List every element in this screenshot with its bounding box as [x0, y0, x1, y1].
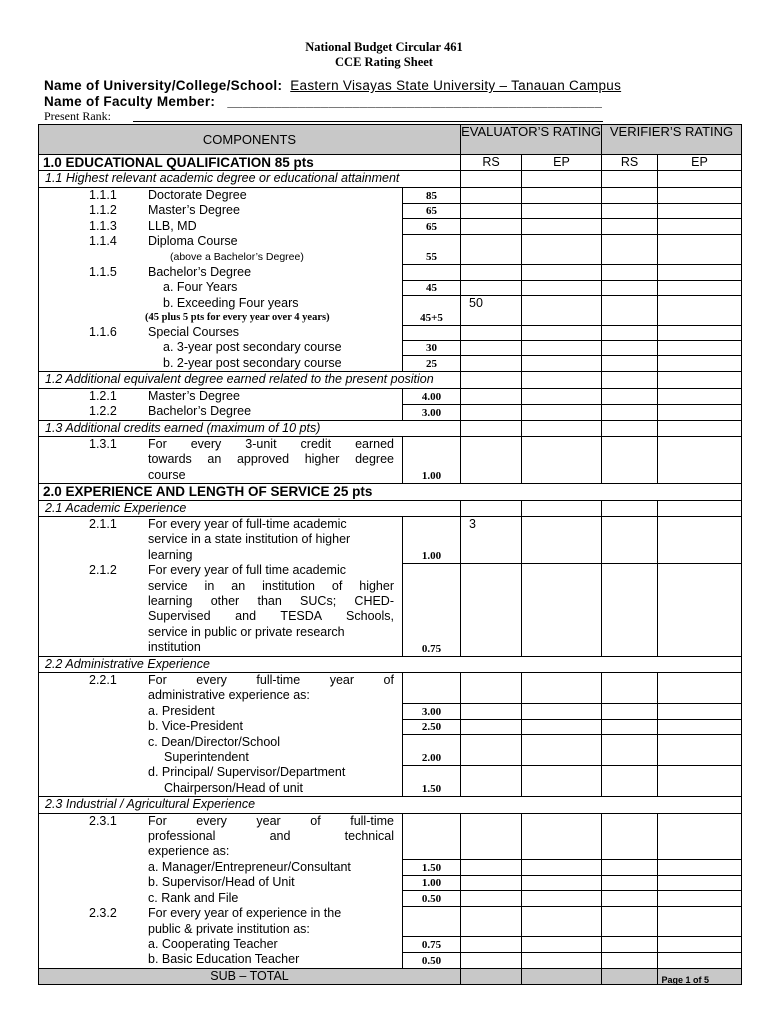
page-number: Page 1 of 5 — [661, 975, 709, 985]
points-cell: 1.00 — [403, 436, 461, 483]
table-row — [39, 265, 742, 280]
points-cell: 0.75 — [403, 937, 461, 952]
item-label: a. Manager/Entrepreneur/Consultant — [39, 860, 403, 875]
verifier-rs-cell[interactable] — [602, 704, 658, 719]
item-label: Bachelor’s Degree — [148, 264, 252, 279]
item-label: Master’s Degree — [148, 203, 240, 218]
evaluator-ep-cell[interactable] — [522, 516, 602, 563]
verifier-rs-cell[interactable] — [602, 340, 658, 355]
verifier-ep-cell[interactable] — [658, 296, 742, 325]
item-text: service in public or private research — [148, 624, 345, 639]
document-title: National Budget Circular 461 — [305, 40, 463, 54]
verifier-rs-cell[interactable] — [602, 952, 658, 968]
verifier-ep-cell[interactable] — [658, 875, 742, 890]
table-row — [39, 875, 742, 890]
verifier-ep-cell[interactable] — [658, 704, 742, 719]
verifier-ep-cell[interactable] — [658, 952, 742, 968]
verifier-ep-cell[interactable] — [658, 937, 742, 952]
points-cell: 30 — [403, 340, 461, 355]
item-label: Bachelor’s Degree — [148, 404, 252, 419]
table-row — [39, 404, 742, 420]
item-text: For every year of full-time — [148, 813, 394, 828]
evaluator-ep-cell[interactable] — [522, 436, 602, 483]
evaluator-ep-cell[interactable] — [522, 404, 602, 420]
verifier-ep-cell[interactable] — [658, 280, 742, 295]
item-number: 1.2.2 — [89, 404, 117, 419]
verifier-ep-cell[interactable] — [658, 765, 742, 796]
table-row — [39, 171, 742, 187]
item-label: d. Principal/ Supervisor/Department — [148, 765, 346, 780]
evaluator-ep-total[interactable] — [522, 968, 602, 984]
evaluator-ep-cell[interactable] — [522, 704, 602, 719]
item-label: a. President — [39, 704, 403, 719]
points-cell: 0.75 — [403, 563, 461, 656]
faculty-line — [44, 94, 602, 109]
points-cell: 0.50 — [403, 891, 461, 906]
item-label: b. Exceeding Four years — [163, 295, 299, 310]
points-cell: 1.50 — [403, 860, 461, 875]
verifier-rs-cell[interactable] — [602, 219, 658, 234]
item-text: administrative experience as: — [148, 688, 310, 703]
item-label: b. Vice-President — [39, 719, 403, 734]
evaluator-ep-cell[interactable] — [522, 356, 602, 372]
university-label: Name of University/College/School: — [44, 78, 283, 93]
section-heading: 2.0 EXPERIENCE AND LENGTH OF SERVICE 25 pts — [39, 484, 742, 500]
evaluator-rs-cell[interactable] — [461, 388, 522, 404]
item-number: 1.1.1 — [89, 187, 117, 202]
evaluator-ep-cell[interactable] — [522, 952, 602, 968]
item-text: learning — [148, 547, 193, 562]
verifier-rs-cell[interactable] — [602, 719, 658, 734]
item-label-cont: Chairperson/Head of unit — [164, 780, 303, 795]
table-row — [39, 187, 742, 203]
points-cell: 1.00 — [403, 516, 461, 563]
evaluator-rs-cell[interactable]: 50 — [461, 296, 522, 325]
table-row — [39, 500, 742, 516]
item-number: 1.3.1 — [89, 436, 117, 451]
rs-header: RS — [461, 155, 522, 171]
points-cell: 0.50 — [403, 952, 461, 968]
verifier-rs-cell[interactable] — [602, 203, 658, 218]
item-text: For every full-time year of — [148, 673, 394, 687]
verifier-rs-cell[interactable] — [602, 280, 658, 295]
item-text: professional and technical — [148, 829, 394, 844]
table-row — [39, 420, 742, 436]
ep-header: EP — [658, 155, 742, 171]
verifier-ep-cell[interactable] — [658, 404, 742, 420]
item-label: Master’s Degree — [148, 388, 240, 403]
verifier-rs-cell[interactable] — [602, 735, 658, 766]
item-text: service in an institution of higher — [148, 578, 394, 593]
table-row — [39, 372, 742, 388]
university-line — [44, 78, 621, 93]
verifier-ep-cell[interactable] — [658, 219, 742, 234]
item-number: 1.1.6 — [89, 325, 117, 340]
points-cell: 1.00 — [403, 875, 461, 890]
verifier-ep-cell[interactable] — [658, 735, 742, 766]
evaluator-rs-cell[interactable] — [461, 891, 522, 906]
verifier-rs-cell[interactable] — [602, 937, 658, 952]
verifier-ep-cell[interactable] — [658, 891, 742, 906]
evaluator-rs-cell[interactable] — [461, 937, 522, 952]
evaluator-ep-cell[interactable] — [522, 891, 602, 906]
item-text: course — [148, 467, 186, 482]
rs-header: RS — [602, 155, 658, 171]
table-row — [39, 719, 742, 734]
item-label: Special Courses — [148, 325, 240, 340]
table-header-row — [39, 125, 742, 141]
item-label: b. Supervisor/Head of Unit — [39, 875, 403, 890]
verifier-rs-cell[interactable] — [602, 404, 658, 420]
evaluator-rs-cell[interactable] — [461, 563, 522, 656]
table-row — [39, 388, 742, 404]
table-row — [39, 436, 742, 483]
rating-table — [38, 124, 742, 985]
evaluator-rs-cell[interactable] — [461, 187, 522, 203]
table-row — [39, 704, 742, 719]
verifier-rs-cell[interactable] — [602, 860, 658, 875]
evaluator-rs-cell[interactable] — [461, 356, 522, 372]
subsection-heading: 2.2 Administrative Experience — [39, 656, 742, 672]
evaluator-ep-cell[interactable] — [522, 563, 602, 656]
evaluator-ep-cell[interactable] — [522, 203, 602, 218]
item-number: 1.1.4 — [89, 234, 117, 249]
evaluator-rs-cell[interactable] — [461, 340, 522, 355]
item-text: For every year of full-time academic — [148, 516, 347, 531]
item-label: b. 2-year post secondary course — [39, 356, 403, 372]
evaluator-rs-total[interactable] — [461, 968, 522, 984]
table-row — [39, 325, 742, 340]
item-label: c. Dean/Director/School — [148, 734, 281, 749]
table-row — [39, 891, 742, 906]
table-row — [39, 813, 742, 860]
item-number: 2.2.1 — [89, 673, 117, 687]
item-label: b. Basic Education Teacher — [39, 952, 403, 968]
table-row — [39, 234, 742, 265]
table-row — [39, 797, 742, 813]
item-label-cont: Superintendent — [164, 750, 249, 765]
verifier-ep-cell[interactable] — [658, 356, 742, 372]
table-row — [39, 765, 742, 796]
table-row — [39, 860, 742, 875]
evaluator-rs-cell[interactable] — [461, 404, 522, 420]
item-number: 2.3.2 — [89, 906, 117, 921]
verifier-ep-cell[interactable] — [658, 516, 742, 563]
points-cell: 2.50 — [403, 719, 461, 734]
points-cell: 85 — [403, 187, 461, 203]
rank-label: Present Rank: — [44, 109, 111, 123]
item-label: Diploma Course — [148, 234, 238, 249]
points-cell: 45+5 — [403, 296, 461, 325]
table-row — [39, 296, 742, 325]
item-number: 1.1.5 — [89, 264, 117, 279]
item-note: (above a Bachelor’s Degree) — [170, 251, 304, 264]
evaluator-rs-cell[interactable] — [461, 765, 522, 796]
subsection-heading: 1.2 Additional equivalent degree earned related to the present position — [39, 372, 461, 388]
rank-line[interactable] — [133, 121, 603, 122]
points-cell: 3.00 — [403, 704, 461, 719]
evaluator-rs-cell[interactable] — [461, 875, 522, 890]
table-row — [39, 484, 742, 500]
verifier-rs-cell[interactable] — [602, 234, 658, 265]
verifier-ep-cell[interactable] — [658, 436, 742, 483]
evaluator-rs-cell[interactable] — [461, 203, 522, 218]
item-number: 2.3.1 — [89, 813, 117, 828]
table-row — [39, 219, 742, 234]
document-subtitle: CCE Rating Sheet — [335, 55, 433, 69]
points-cell: 2.00 — [403, 735, 461, 766]
verifier-rs-cell[interactable] — [602, 516, 658, 563]
points-cell: 4.00 — [403, 388, 461, 404]
evaluator-rs-cell[interactable] — [461, 952, 522, 968]
points-cell: 25 — [403, 356, 461, 372]
item-label: a. 3-year post secondary course — [39, 340, 403, 355]
evaluator-rs-cell[interactable] — [461, 719, 522, 734]
subtotal-row — [39, 968, 742, 984]
table-row — [39, 937, 742, 952]
verifier-rs-cell[interactable] — [602, 563, 658, 656]
verifier-rs-cell[interactable] — [602, 875, 658, 890]
points-cell: 1.50 — [403, 765, 461, 796]
evaluator-ep-cell[interactable] — [522, 735, 602, 766]
verifier-rating-header: VERIFIER’S RATING — [602, 125, 742, 141]
evaluator-rs-cell[interactable] — [461, 219, 522, 234]
table-row — [39, 155, 742, 171]
item-label: LLB, MD — [148, 218, 197, 233]
item-note: (45 plus 5 pts for every year over 4 years) — [145, 312, 330, 324]
table-row — [39, 356, 742, 372]
evaluator-rs-cell[interactable] — [461, 735, 522, 766]
item-text: towards an approved higher degree — [148, 452, 394, 467]
evaluator-rs-cell[interactable] — [461, 436, 522, 483]
verifier-rs-total[interactable] — [602, 968, 658, 984]
item-text: For every year of full time academic — [148, 563, 346, 578]
evaluator-ep-cell[interactable] — [522, 340, 602, 355]
evaluator-ep-cell[interactable] — [522, 280, 602, 295]
verifier-ep-cell[interactable] — [658, 719, 742, 734]
evaluator-ep-cell[interactable] — [522, 937, 602, 952]
verifier-rs-cell[interactable] — [602, 296, 658, 325]
evaluator-ep-cell[interactable] — [522, 388, 602, 404]
evaluator-ep-cell[interactable] — [522, 875, 602, 890]
verifier-ep-cell[interactable] — [658, 340, 742, 355]
subsection-heading: 2.3 Industrial / Agricultural Experience — [39, 797, 742, 813]
university-value[interactable]: Eastern Visayas State University – Tanauan Campus — [290, 78, 622, 93]
ep-header: EP — [522, 155, 602, 171]
evaluator-ep-cell[interactable] — [522, 765, 602, 796]
subsection-heading: 1.1 Highest relevant academic degree or educational attainment — [39, 171, 461, 187]
table-row — [39, 952, 742, 968]
verifier-ep-cell[interactable] — [658, 234, 742, 265]
item-number: 2.1.2 — [89, 563, 117, 578]
item-text: service in a state institution of higher — [148, 532, 351, 547]
verifier-ep-cell[interactable] — [658, 388, 742, 404]
item-number: 1.1.2 — [89, 203, 117, 218]
verifier-rs-cell[interactable] — [602, 436, 658, 483]
table-row — [39, 735, 742, 766]
item-text: institution — [148, 640, 201, 655]
subtotal-label: SUB – TOTAL — [39, 968, 461, 984]
evaluator-ep-cell[interactable] — [522, 187, 602, 203]
evaluator-rating-header: EVALUATOR’S RATING — [461, 124, 601, 139]
points-cell: 55 — [403, 234, 461, 265]
verifier-rs-cell[interactable] — [602, 388, 658, 404]
item-label: Doctorate Degree — [148, 187, 247, 202]
points-cell: 45 — [403, 280, 461, 295]
evaluator-rs-cell[interactable] — [461, 234, 522, 265]
item-label: a. Four Years — [39, 280, 403, 295]
evaluator-ep-cell[interactable] — [522, 296, 602, 325]
points-cell: 65 — [403, 203, 461, 218]
item-text: experience as: — [148, 844, 230, 859]
points-cell: 3.00 — [403, 404, 461, 420]
item-label: c. Rank and File — [39, 891, 403, 906]
evaluator-ep-cell[interactable] — [522, 860, 602, 875]
item-label: a. Cooperating Teacher — [39, 937, 403, 952]
evaluator-ep-cell[interactable] — [522, 234, 602, 265]
item-text: For every 3-unit credit earned — [148, 436, 394, 451]
evaluator-rs-cell[interactable] — [461, 704, 522, 719]
item-text: For every year of experience in the — [148, 906, 342, 921]
evaluator-rs-cell[interactable]: 3 — [461, 516, 522, 563]
verifier-rs-cell[interactable] — [602, 356, 658, 372]
verifier-rs-cell[interactable] — [602, 891, 658, 906]
faculty-label: Name of Faculty Member: — [44, 94, 216, 109]
item-number: 2.1.1 — [89, 516, 117, 531]
table-row — [39, 340, 742, 355]
item-number: 1.1.3 — [89, 218, 117, 233]
verifier-ep-cell[interactable] — [658, 563, 742, 656]
item-text: learning other than SUCs; CHED- — [148, 593, 394, 608]
evaluator-ep-cell[interactable] — [522, 719, 602, 734]
table-row — [39, 203, 742, 218]
table-row — [39, 656, 742, 672]
table-row — [39, 516, 742, 563]
section-heading: 1.0 EDUCATIONAL QUALIFICATION 85 pts — [39, 155, 461, 171]
evaluator-ep-cell[interactable] — [522, 219, 602, 234]
item-text: Supervised and TESDA Schools, — [148, 609, 394, 624]
components-header: COMPONENTS — [39, 125, 461, 155]
subsection-heading: 2.1 Academic Experience — [39, 500, 461, 516]
table-row — [39, 673, 742, 704]
evaluator-rs-cell[interactable] — [461, 860, 522, 875]
points-cell: 65 — [403, 219, 461, 234]
verifier-ep-cell[interactable] — [658, 203, 742, 218]
table-row — [39, 906, 742, 937]
verifier-rs-cell[interactable] — [602, 765, 658, 796]
item-text: public & private institution as: — [148, 921, 310, 936]
evaluator-rs-cell[interactable] — [461, 280, 522, 295]
item-number: 1.2.1 — [89, 388, 117, 403]
verifier-rs-cell[interactable] — [602, 187, 658, 203]
verifier-ep-cell[interactable] — [658, 187, 742, 203]
verifier-ep-cell[interactable] — [658, 860, 742, 875]
table-row — [39, 280, 742, 295]
table-row — [39, 563, 742, 656]
subsection-heading: 1.3 Additional credits earned (maximum of 10 pts) — [39, 420, 461, 436]
faculty-blank[interactable]: ________________________________________________ — [227, 94, 603, 109]
